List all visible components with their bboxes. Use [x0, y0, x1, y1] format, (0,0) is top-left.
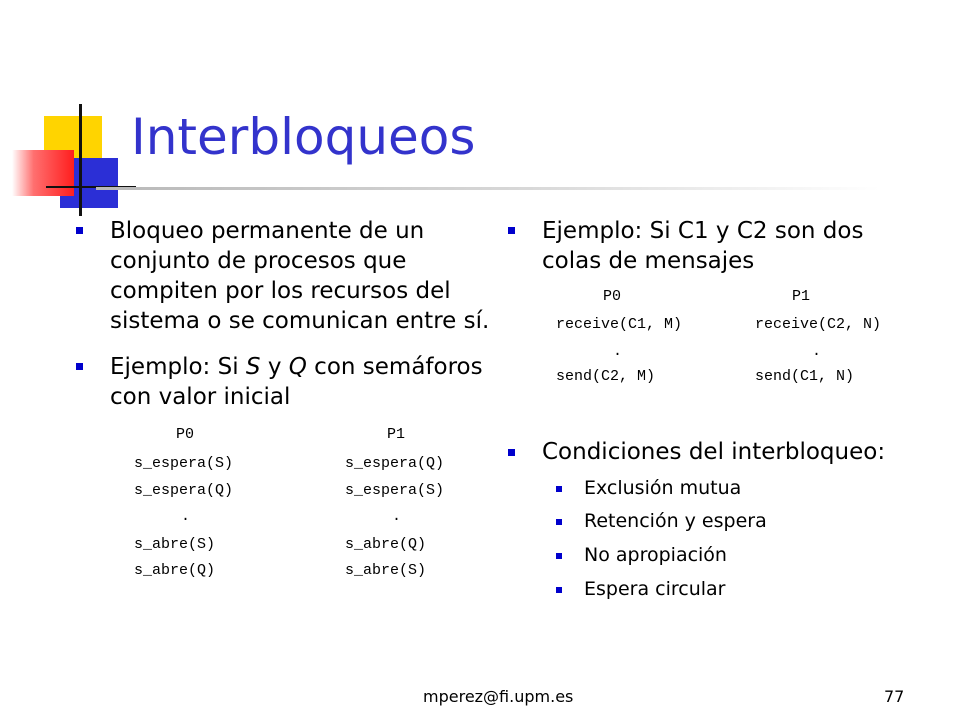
logo-red-gradient [12, 150, 74, 196]
square-bullet-icon [556, 486, 562, 492]
right-code-p1-line: receive(C2, N) [755, 316, 882, 333]
right-bullet-conditions: Condiciones del interbloqueo: [542, 439, 886, 465]
square-bullet-icon [76, 363, 83, 370]
left-code-p0-header: P0 [176, 426, 195, 443]
right-bullet-example: Ejemplo: Si C1 y C2 son dos colas de mensajes [542, 218, 864, 274]
right-code-p1-header: P1 [792, 288, 811, 305]
right-code-p1-line: send(C1, N) [755, 368, 855, 385]
slide-title: Interbloqueos [131, 108, 476, 166]
square-bullet-icon [76, 227, 83, 234]
left-code-p0-line: . [181, 508, 191, 525]
var-s: S [245, 354, 261, 380]
condition-item: No apropiación [584, 544, 727, 566]
condition-item: Exclusión mutua [584, 477, 742, 499]
right-code-p1-line: . [812, 343, 822, 360]
left-code-p1-header: P1 [387, 426, 406, 443]
square-bullet-icon [508, 227, 515, 234]
square-bullet-icon [508, 449, 515, 456]
condition-item: Retención y espera [584, 510, 767, 532]
left-code-p1-line: s_abre(Q) [345, 536, 427, 553]
left-code-p1-line: s_espera(S) [345, 482, 445, 499]
right-code-p0-header: P0 [603, 288, 622, 305]
left-code-p0-line: s_abre(S) [134, 536, 216, 553]
title-rule [96, 187, 880, 190]
left-code-p1-line: s_abre(S) [345, 562, 427, 579]
square-bullet-icon [556, 519, 562, 525]
right-code-p0-line: . [613, 343, 623, 360]
left-code-p0-line: s_espera(S) [134, 455, 234, 472]
square-bullet-icon [556, 587, 562, 593]
right-code-p0-line: send(C2, M) [556, 368, 656, 385]
footer-email: mperez@fi.upm.es [423, 687, 574, 706]
logo-vertical-line [79, 104, 82, 216]
left-code-p1-line: s_espera(Q) [345, 455, 445, 472]
left-bullet-definition: Bloqueo permanente de un conjunto de procesos que compiten por los recursos del sistema o se comunican entre sí. [110, 218, 490, 334]
var-q: Q [288, 354, 307, 380]
right-code-p0-line: receive(C1, M) [556, 316, 683, 333]
square-bullet-icon [556, 553, 562, 559]
left-code-p1-line: . [392, 508, 402, 525]
condition-item: Espera circular [584, 578, 726, 600]
left-code-p0-line: s_espera(Q) [134, 482, 234, 499]
left-code-p0-line: s_abre(Q) [134, 562, 216, 579]
page-number: 77 [884, 687, 905, 706]
left-bullet-example: Ejemplo: Si S y Q con semáforos con valor inicial [110, 354, 483, 410]
